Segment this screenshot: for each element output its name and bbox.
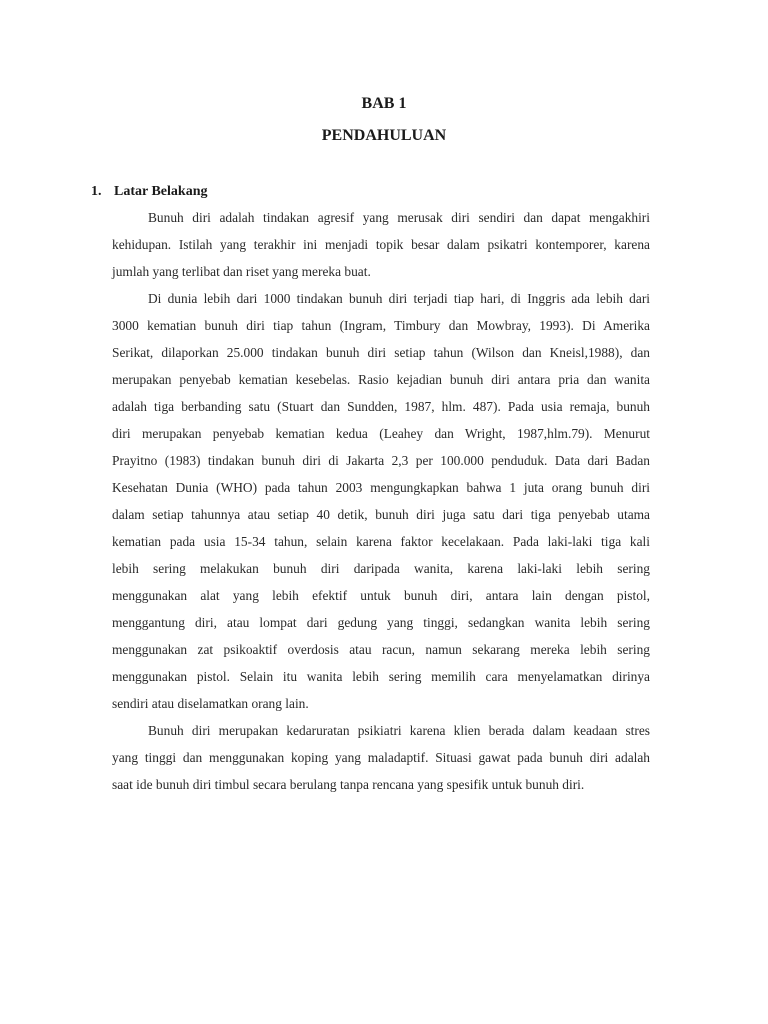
chapter-heading: BAB 1 <box>361 95 407 112</box>
paragraph-line: adalah tiga berbanding satu (Stuart dan Sundden, 1987, hlm. 487). Pada usia remaja, bunuh <box>112 399 650 414</box>
paragraph-line: Prayitno (1983) tindakan bunuh diri di Jakarta 2,3 per 100.000 penduduk. Data dari Badan <box>112 453 650 468</box>
paragraph-line: jumlah yang terlibat dan riset yang mereka buat. <box>112 264 371 279</box>
paragraph-line: menggunakan pistol. Selain itu wanita lebih sering memilih cara menyelamatkan dirinya <box>112 669 650 684</box>
paragraph-line: diri merupakan penyebab kematian kedua (Leahey dan Wright, 1987,hlm.79). Menurut <box>112 426 650 441</box>
paragraph-line: menggunakan zat psikoaktif overdosis atau racun, namun sekarang mereka lebih sering <box>112 642 650 657</box>
paragraph-line: lebih sering melakukan bunuh diri daripada wanita, karena laki-laki lebih sering <box>112 561 650 576</box>
paragraph-line: Bunuh diri adalah tindakan agresif yang merusak diri sendiri dan dapat mengakhiri <box>148 210 650 225</box>
paragraph-line: Di dunia lebih dari 1000 tindakan bunuh diri terjadi tiap hari, di Inggris ada lebih dari <box>148 291 650 306</box>
paragraph-line: kehidupan. Istilah yang terakhir ini menjadi topik besar dalam psikatri kontemporer, karena <box>112 237 650 252</box>
paragraph-line: merupakan penyebab kematian kesebelas. Rasio kejadian bunuh diri antara pria dan wanita <box>112 372 650 387</box>
paragraph-line: yang tinggi dan menggunakan koping yang maladaptif. Situasi gawat pada bunuh diri adalah <box>112 750 650 765</box>
paragraph-line: kematian pada usia 15-34 tahun, selain karena faktor kecelakaan. Pada laki-laki tiga kali <box>112 534 650 549</box>
paragraph-line: dalam setiap tahunnya atau setiap 40 detik, bunuh diri juga satu dari tiga penyebab utama <box>112 507 650 522</box>
paragraph-line: menggunakan alat yang lebih efektif untuk bunuh diri, antara lain dengan pistol, <box>112 588 650 603</box>
section-title: Latar Belakang <box>114 184 208 199</box>
paragraph-line: Bunuh diri merupakan kedaruratan psikiatri karena klien berada dalam keadaan stres <box>148 723 650 738</box>
paragraph-line: Kesehatan Dunia (WHO) pada tahun 2003 mengungkapkan bahwa 1 juta orang bunuh diri <box>112 480 650 495</box>
section-number: 1. <box>91 184 102 199</box>
chapter-title: PENDAHULUAN <box>321 127 447 144</box>
paragraph-line: Serikat, dilaporkan 25.000 tindakan bunuh diri setiap tahun (Wilson dan Kneisl,1988), dan <box>112 345 650 360</box>
paragraph-line: saat ide bunuh diri timbul secara berulang tanpa rencana yang spesifik untuk bunuh diri. <box>112 777 585 792</box>
paragraph-line: sendiri atau diselamatkan orang lain. <box>112 696 309 711</box>
paragraph-line: menggantung diri, atau lompat dari gedung yang tinggi, sedangkan wanita lebih sering <box>112 615 650 630</box>
paragraph-line: 3000 kematian bunuh diri tiap tahun (Ingram, Timbury dan Mowbray, 1993). Di Amerika <box>112 318 650 333</box>
